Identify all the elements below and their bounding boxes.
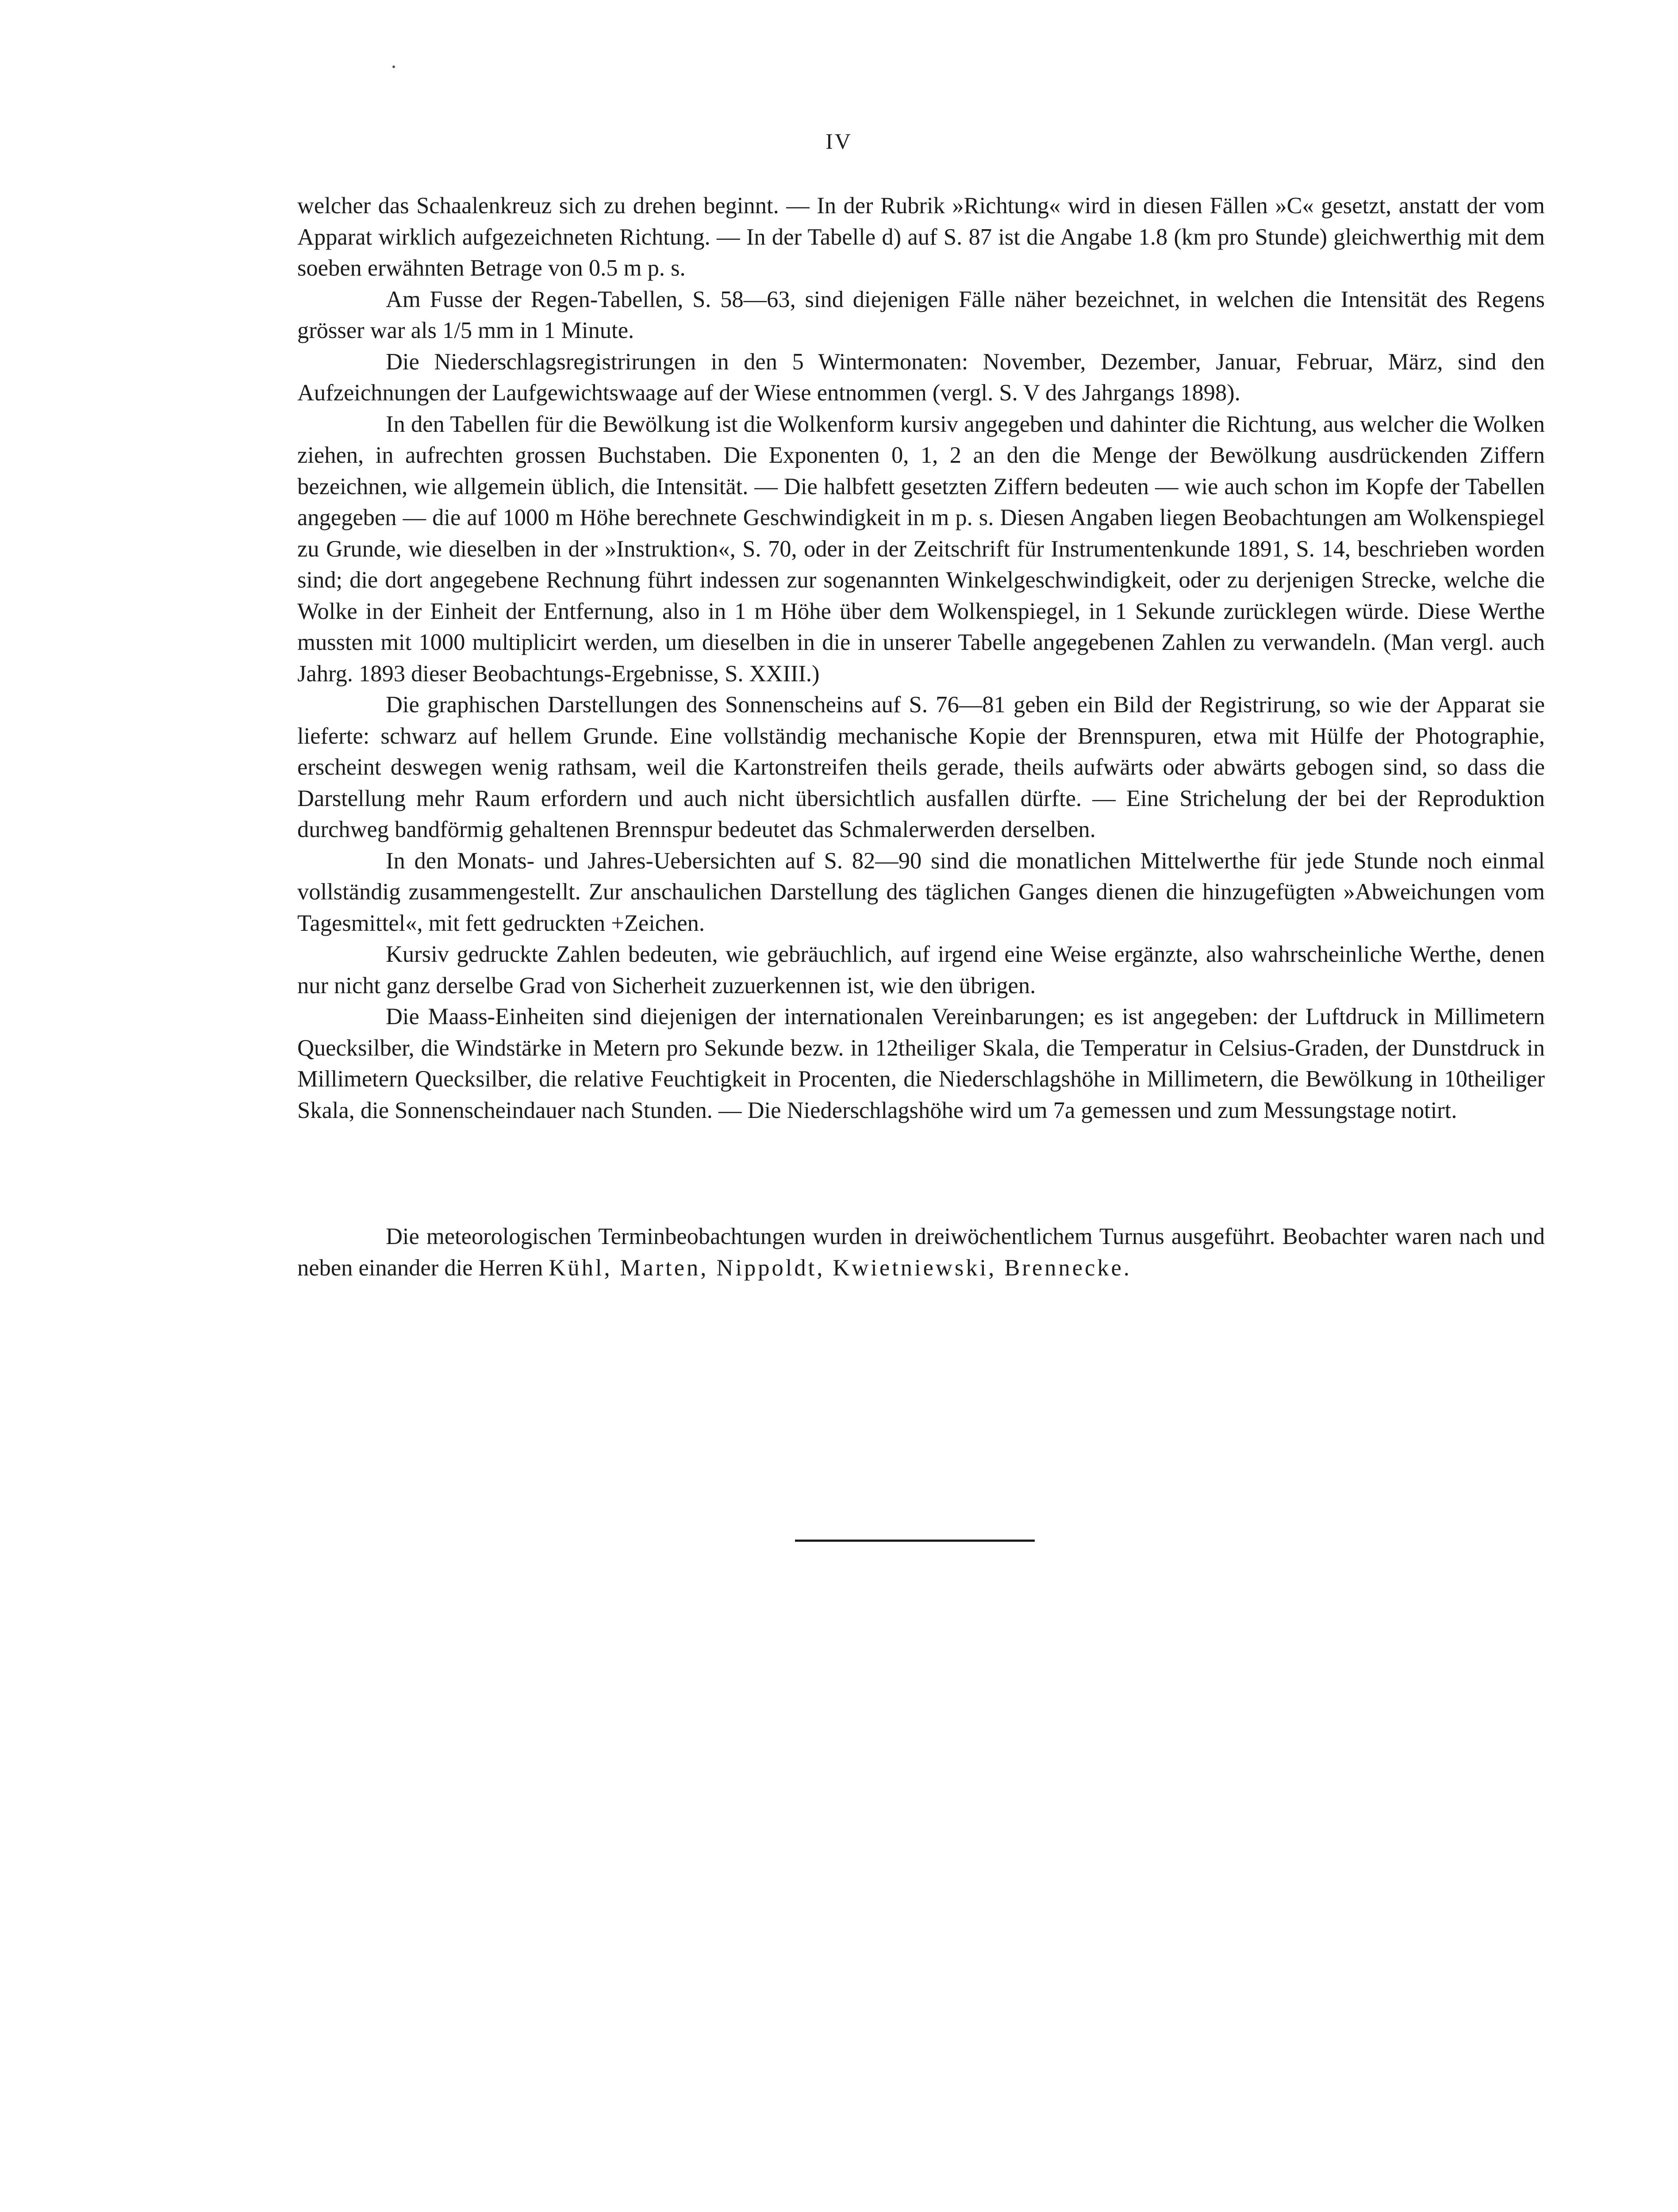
closing-rule [795,1540,1035,1542]
paragraph-units: Die Maass-Einheiten sind diejenigen der internationalen Vereinbarungen; es ist angegeben: der Luftdruck in Millimetern Quecksilber, die Windstärke in Metern pro Sekunde bezw. in 12theiliger Skala, die Temperatur in Celsius-Graden, der Dunstdruck in Millimetern Quecksilber, die relative Feuchtigkeit in Procenten, die Niederschlagshöhe in Millimetern, die Bewölkung in 10theiliger Skala, die Sonnenscheindauer nach Stunden. — Die Niederschlagshöhe wird um 7a gemessen und zum Messungstage notirt. [297,1004,1545,1123]
observer-names: Kühl, Marten, Nippoldt, Kwietniewski, Brennecke. [549,1255,1132,1281]
observers-text: Die meteorologischen Terminbeobachtungen wurden in dreiwöchentlichem Turnus ausgeführt. Beobachter waren nach und neben einander die Herren [297,1224,1545,1281]
paragraph-winter-precipitation: Die Niederschlagsregistrirungen in den 5 Wintermonaten: November, Dezember, Januar, Februar, März, sind den Aufzeichnungen der Laufgewichtswaage auf der Wiese entnommen (vergl. S. V des Jahrgangs 1898). [297,349,1545,406]
paragraph-sunshine-graphs: Die graphischen Darstellungen des Sonnenscheins auf S. 76—81 geben ein Bild der Registrirung, so wie der Apparat sie lieferte: schwarz auf hellem Grunde. Eine vollständig mechanische Kopie der Brennspuren, etwa mit Hülfe der Photographie, erscheint deswegen wenig rathsam, weil die Kartonstreifen theils gerade, theils aufwärts oder abwärts gebogen sind, so dass die Darstellung mehr Raum erfordern und auch nicht übersichtlich ausfallen dürfte. — Eine Strichelung der bei der Reproduktion durchweg bandförmig gehaltenen Brennspur bedeutet das Schmalerwerden derselben. [297,692,1545,842]
page-number: IV [826,129,852,154]
paragraph-rain-intensity: Am Fusse der Regen-Tabellen, S. 58—63, sind diejenigen Fälle näher bezeichnet, in welchen die Intensität des Regens grösser war als 1/5 mm in 1 Minute. [297,286,1545,343]
paragraph-cloud-tables: In den Tabellen für die Bewölkung ist die Wolkenform kursiv angegeben und dahinter die Richtung, aus welcher die Wolken ziehen, in aufrechten grossen Buchstaben. Die Exponenten 0, 1, 2 an den die Menge der Bewölkung ausdrückenden Ziffern bezeichnen, wie allgemein üblich, die Intensität. — Die halbfett gesetzten Ziffern bedeuten — wie auch schon im Kopfe der Tabellen angegeben — die auf 1000 m Höhe berechnete Geschwindigkeit in m p. s. Diesen Angaben liegen Beobachtungen am Wolkenspiegel zu Grunde, wie dieselben in der »Instruktion«, S. 70, oder in der Zeitschrift für Instrumentenkunde 1891, S. 14, beschrieben worden sind; die dort angegebene Rechnung führt indessen zur sogenannten Winkelgeschwindigkeit, oder zu derjenigen Strecke, welche die Wolke in der Einheit der Entfernung, also in 1 m Höhe über dem Wolkenspiegel, in 1 Sekunde zurücklegen würde. Diese Werthe mussten mit 1000 multiplicirt werden, um dieselben in die in unserer Tabelle angegebenen Zahlen zu verwandeln. (Man vergl. auch Jahrg. 1893 dieser Beobachtungs-Ergebnisse, S. XXIII.) [297,411,1545,687]
paragraph-italic-numbers: Kursiv gedruckte Zahlen bedeuten, wie gebräuchlich, auf irgend eine Weise ergänzte, also wahrscheinliche Werthe, denen nur nicht ganz derselbe Grad von Sicherheit zuzuerkennen ist, wie den übrigen. [297,941,1545,998]
body-text [297,190,1545,1283]
scan-speck [392,65,395,68]
paragraph-monthly-overview: In den Monats- und Jahres-Uebersichten auf S. 82—90 sind die monatlichen Mittelwerthe für jede Stunde noch einmal vollständig zusammengestellt. Zur anschaulichen Darstellung des täglichen Ganges dienen die hinzugefügten »Abweichungen vom Tagesmittel«, mit fett gedruckten +Zeichen. [297,848,1545,936]
paragraph-observers [297,1221,1545,1283]
paragraph-continuation: welcher das Schaalenkreuz sich zu drehen beginnt. — In der Rubrik »Richtung« wird in diesen Fällen »C« gesetzt, anstatt der vom Apparat wirklich aufgezeichneten Richtung. — In der Tabelle d) auf S. 87 ist die Angabe 1.8 (km pro Stunde) gleichwerthig mit dem soeben erwähnten Betrage von 0.5 m p. s. [297,193,1545,281]
